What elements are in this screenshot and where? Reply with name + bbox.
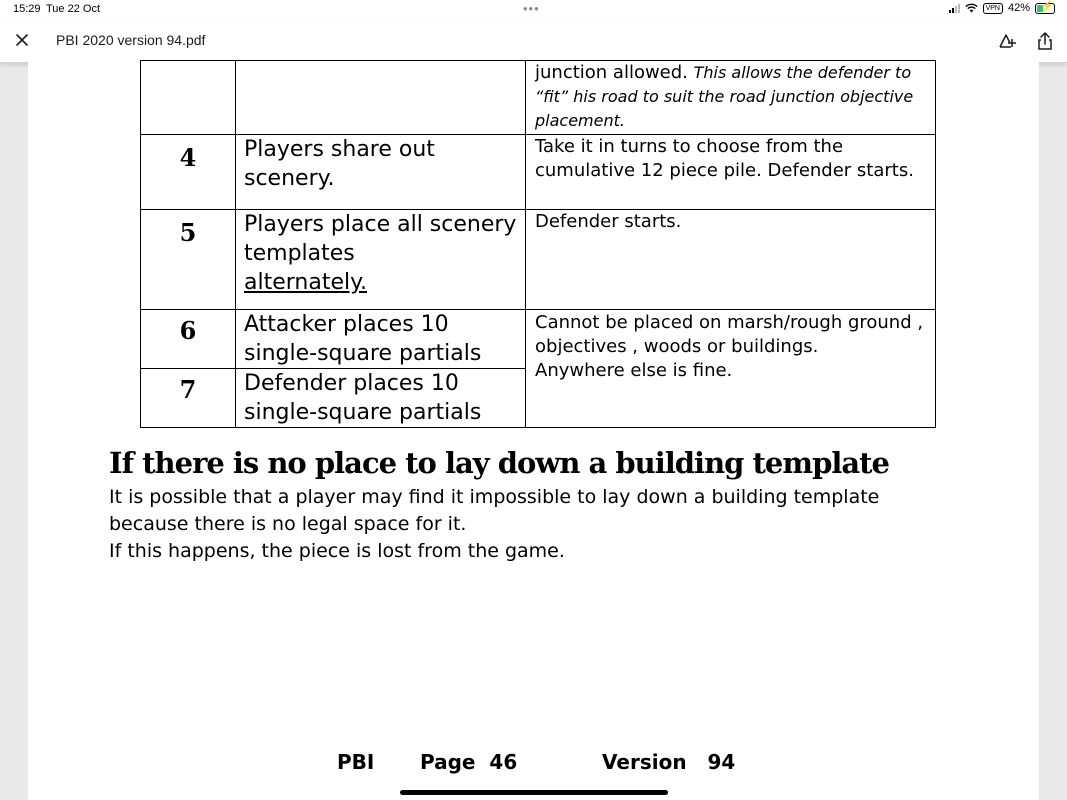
step-text: Attacker places 10 single-square partials (236, 310, 526, 369)
status-time: 15:29 (13, 3, 41, 15)
share-button[interactable] (1034, 30, 1056, 52)
note-text: Anywhere else is fine. (535, 360, 733, 381)
note-text: Defender starts. (526, 210, 936, 310)
table-cell (141, 61, 236, 135)
step-number: 7 (141, 369, 236, 428)
status-date: Tue 22 Oct (46, 3, 101, 15)
note-text: Cannot be placed on marsh/rough ground , objectives , woods or buildings. (535, 312, 924, 357)
vpn-badge: VPN (983, 3, 1003, 14)
step-number: 4 (141, 135, 236, 210)
note-italic-text: This allows the defender to “fit” his road to suit the road junction objective placement. (535, 63, 914, 130)
footer-page: Page 46 (420, 750, 518, 774)
table-cell (526, 61, 936, 135)
battery-percent: 42% (1007, 2, 1030, 14)
step-number: 6 (141, 310, 236, 369)
table-row (141, 135, 936, 210)
document-toolbar (0, 20, 1067, 63)
step-text: Players place all scenery templates (244, 212, 517, 266)
close-button[interactable] (12, 30, 32, 50)
status-indicators (949, 2, 1055, 14)
table-cell (236, 61, 526, 135)
pdf-page (28, 62, 1039, 800)
sequence-table (140, 60, 936, 428)
document-title: PBI 2020 version 94.pdf (56, 32, 206, 48)
paragraph-line: If this happens, the piece is lost from the game. (109, 540, 565, 562)
section-heading: If there is no place to lay down a building template (109, 446, 889, 480)
status-bar (0, 0, 1067, 20)
step-cell (236, 210, 526, 310)
table-row (141, 210, 936, 310)
close-icon (12, 30, 32, 50)
step-text: Players share out scenery. (236, 135, 526, 210)
footer-title: PBI (337, 750, 375, 774)
step-number: 5 (141, 210, 236, 310)
markup-icon (996, 30, 1018, 52)
battery-icon (1035, 0, 1055, 14)
step-text: Defender places 10 single-square partials (236, 369, 526, 428)
markup-button[interactable] (996, 30, 1018, 52)
table-cell (526, 310, 936, 428)
share-icon (1034, 30, 1056, 52)
paragraph-line: It is possible that a player may find it impossible to lay down a building template (109, 486, 880, 508)
home-indicator[interactable] (400, 790, 668, 795)
note-text: Take it in turns to choose from the cumulative 12 piece pile. Defender starts. (526, 135, 936, 210)
table-row (141, 61, 936, 135)
charging-bolt-icon: ⚡ (1041, 0, 1054, 12)
cellular-signal-icon (949, 3, 960, 13)
table-row (141, 310, 936, 369)
paragraph-line: because there is no legal space for it. (109, 513, 467, 535)
footer-version: Version 94 (602, 750, 736, 774)
note-text: junction allowed. (535, 62, 688, 83)
step-underlined-text: alternately. (244, 270, 367, 295)
multitask-dots-icon[interactable]: ••• (523, 1, 540, 16)
wifi-icon (965, 3, 978, 13)
